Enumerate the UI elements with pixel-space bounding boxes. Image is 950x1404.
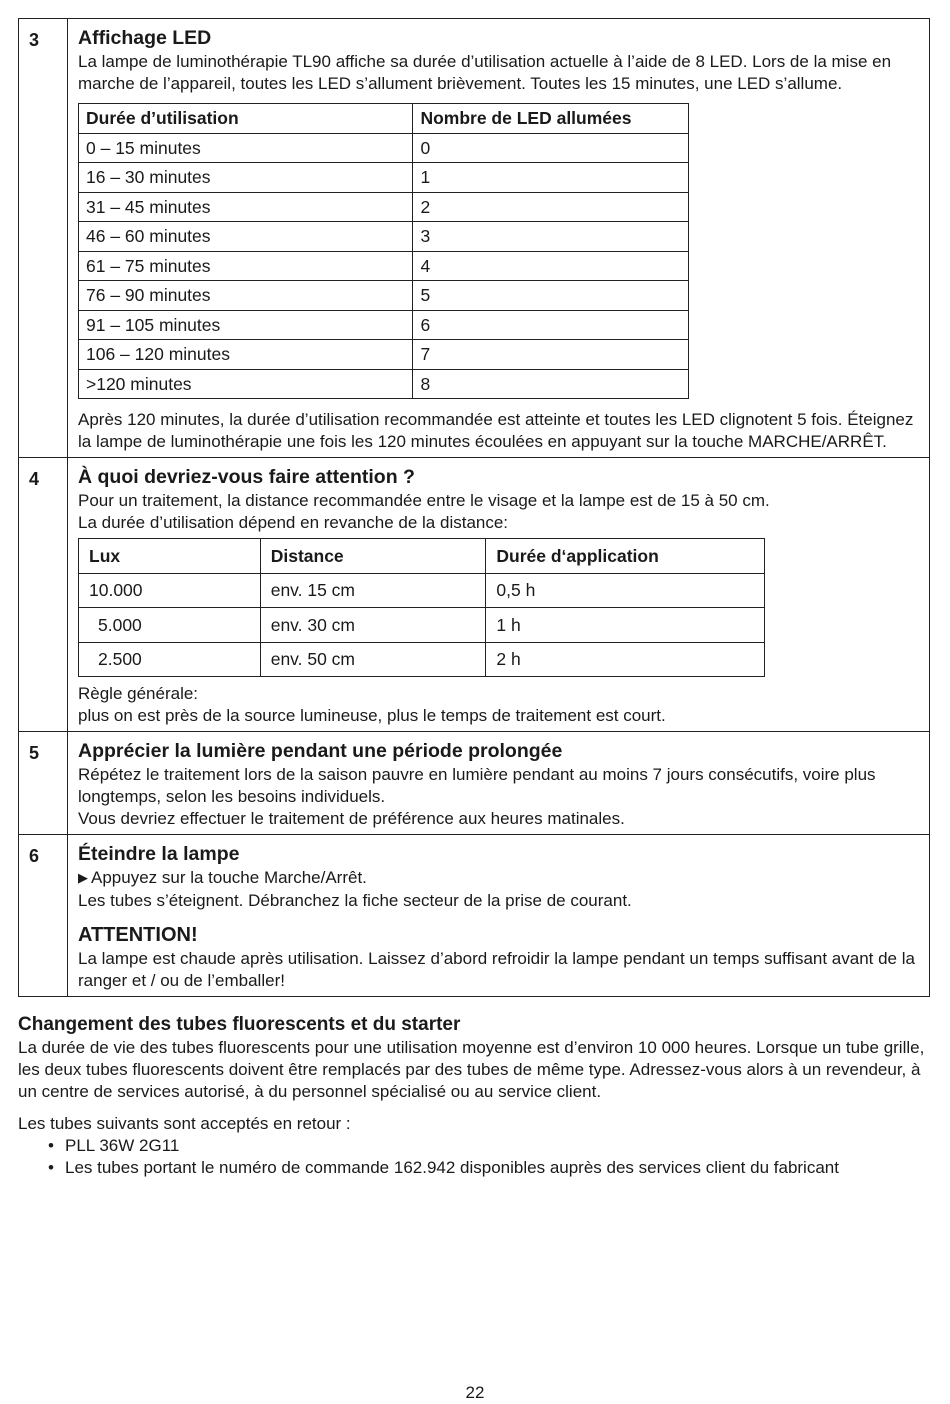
table-row — [79, 369, 689, 399]
list-item: • PLL 36W 2G11 — [65, 1135, 930, 1157]
step-number: 5 — [19, 732, 68, 835]
instruction-steps-table — [18, 18, 930, 997]
column-header: Lux — [79, 539, 261, 574]
list-item: • Les tubes portant le numéro de commande 162.942 disponibles auprès des services client du fabricant — [65, 1157, 930, 1179]
table-row — [79, 192, 689, 222]
table-row — [79, 340, 689, 370]
column-header: Nombre de LED allumées — [413, 104, 689, 134]
table-cell: 5 — [413, 281, 689, 311]
column-header: Distance — [260, 539, 486, 574]
led-duration-table — [78, 103, 689, 399]
table-cell: 0,5 h — [486, 573, 765, 608]
section-title: Changement des tubes fluorescents et du starter — [18, 1014, 461, 1035]
table-cell: 106 – 120 minutes — [79, 340, 413, 370]
table-cell: env. 50 cm — [260, 642, 486, 677]
step-outro: Après 120 minutes, la durée d’utilisation recommandée est atteinte et toutes les LED clignotent 5 fois. Éteignez la lampe de luminothérapie une fois les 120 minutes écoulées en appuyant sur la touche MARCHE/ARRÊT. — [78, 410, 914, 451]
table-cell: 1 h — [486, 608, 765, 643]
table-cell: 0 – 15 minutes — [79, 133, 413, 163]
table-cell: 16 – 30 minutes — [79, 163, 413, 193]
table-row — [79, 573, 765, 608]
table-row — [79, 163, 689, 193]
step-text: La durée d’utilisation dépend en revanche de la distance: — [78, 513, 509, 532]
table-cell: 76 – 90 minutes — [79, 281, 413, 311]
table-row — [79, 251, 689, 281]
step-text: Vous devriez effectuer le traitement de préférence aux heures matinales. — [78, 809, 625, 828]
table-cell: env. 15 cm — [260, 573, 486, 608]
table-cell: env. 30 cm — [260, 608, 486, 643]
table-cell: 61 – 75 minutes — [79, 251, 413, 281]
table-cell: 5.000 — [79, 608, 261, 643]
table-cell: 8 — [413, 369, 689, 399]
step-intro: La lampe de luminothérapie TL90 affiche sa durée d’utilisation actuelle à l’aide de 8 LED. Lors de la mise en marche de l’appareil, toutes les LED s’allument brièvement. Toutes les 15 minutes, une LED s’allume. — [78, 52, 892, 93]
table-cell: 3 — [413, 222, 689, 252]
step-3-row — [19, 19, 930, 458]
action-text: Appuyez sur la touche Marche/Arrêt. — [91, 868, 367, 887]
step-number: 3 — [19, 19, 68, 458]
step-4-row — [19, 458, 930, 732]
table-cell: >120 minutes — [79, 369, 413, 399]
rule-label: Règle générale: — [78, 684, 199, 703]
step-number: 4 — [19, 458, 68, 732]
table-cell: 6 — [413, 310, 689, 340]
lux-distance-table — [78, 538, 765, 677]
step-5-row — [19, 732, 930, 835]
step-content — [68, 19, 930, 458]
table-cell: 46 – 60 minutes — [79, 222, 413, 252]
step-6-row — [19, 835, 930, 997]
page-number: 22 — [465, 1383, 485, 1402]
step-title: Éteindre la lampe — [78, 843, 240, 865]
table-cell: 2 h — [486, 642, 765, 677]
step-content — [68, 458, 930, 732]
play-triangle-icon: ▶ — [78, 870, 88, 885]
tube-list — [18, 1135, 930, 1179]
table-cell: 1 — [413, 163, 689, 193]
step-text: Pour un traitement, la distance recommandée entre le visage et la lampe est de 15 à 50 cm. — [78, 491, 770, 510]
table-row — [79, 281, 689, 311]
step-title: À quoi devriez-vous faire attention ? — [78, 466, 415, 488]
list-intro: Les tubes suivants sont acceptés en retour : — [18, 1114, 351, 1133]
rule-text: plus on est près de la source lumineuse, plus le temps de traitement est court. — [78, 706, 666, 725]
table-row — [79, 642, 765, 677]
action-line — [78, 867, 919, 890]
attention-title: ATTENTION! — [78, 924, 198, 946]
table-cell: 31 – 45 minutes — [79, 192, 413, 222]
table-header-row — [79, 539, 765, 574]
table-row — [79, 310, 689, 340]
table-cell: 4 — [413, 251, 689, 281]
step-content — [68, 732, 930, 835]
column-header: Durée d’utilisation — [79, 104, 413, 134]
table-cell: 91 – 105 minutes — [79, 310, 413, 340]
table-row — [79, 133, 689, 163]
table-cell: 10.000 — [79, 573, 261, 608]
table-cell: 7 — [413, 340, 689, 370]
table-cell: 2 — [413, 192, 689, 222]
table-cell: 0 — [413, 133, 689, 163]
step-number: 6 — [19, 835, 68, 997]
table-row — [79, 608, 765, 643]
step-text: Répétez le traitement lors de la saison pauvre en lumière pendant au moins 7 jours consécutifs, voire plus longtemps, selon les besoins individuels. — [78, 765, 876, 806]
page — [18, 18, 930, 1179]
column-header: Durée d‘application — [486, 539, 765, 574]
table-header-row — [79, 104, 689, 134]
step-title: Affichage LED — [78, 27, 212, 49]
table-cell: 2.500 — [79, 642, 261, 677]
table-row — [79, 222, 689, 252]
step-title: Apprécier la lumière pendant une période prolongée — [78, 740, 563, 762]
step-content — [68, 835, 930, 997]
attention-text: La lampe est chaude après utilisation. Laissez d’abord refroidir la lampe pendant un temps suffisant avant de la ranger et / ou de l’emballer! — [78, 949, 915, 990]
result-text: Les tubes s’éteignent. Débranchez la fiche secteur de la prise de courant. — [78, 891, 632, 910]
section-paragraph: La durée de vie des tubes fluorescents pour une utilisation moyenne est d’environ 10 000 heures. Lorsque un tube grille, les deux tubes fluorescents doivent être remplacés par des tubes de même type. Adressez-vous alors à un revendeur, à un centre de services autorisé, à du personnel spécialisé ou au service client. — [18, 1038, 925, 1101]
